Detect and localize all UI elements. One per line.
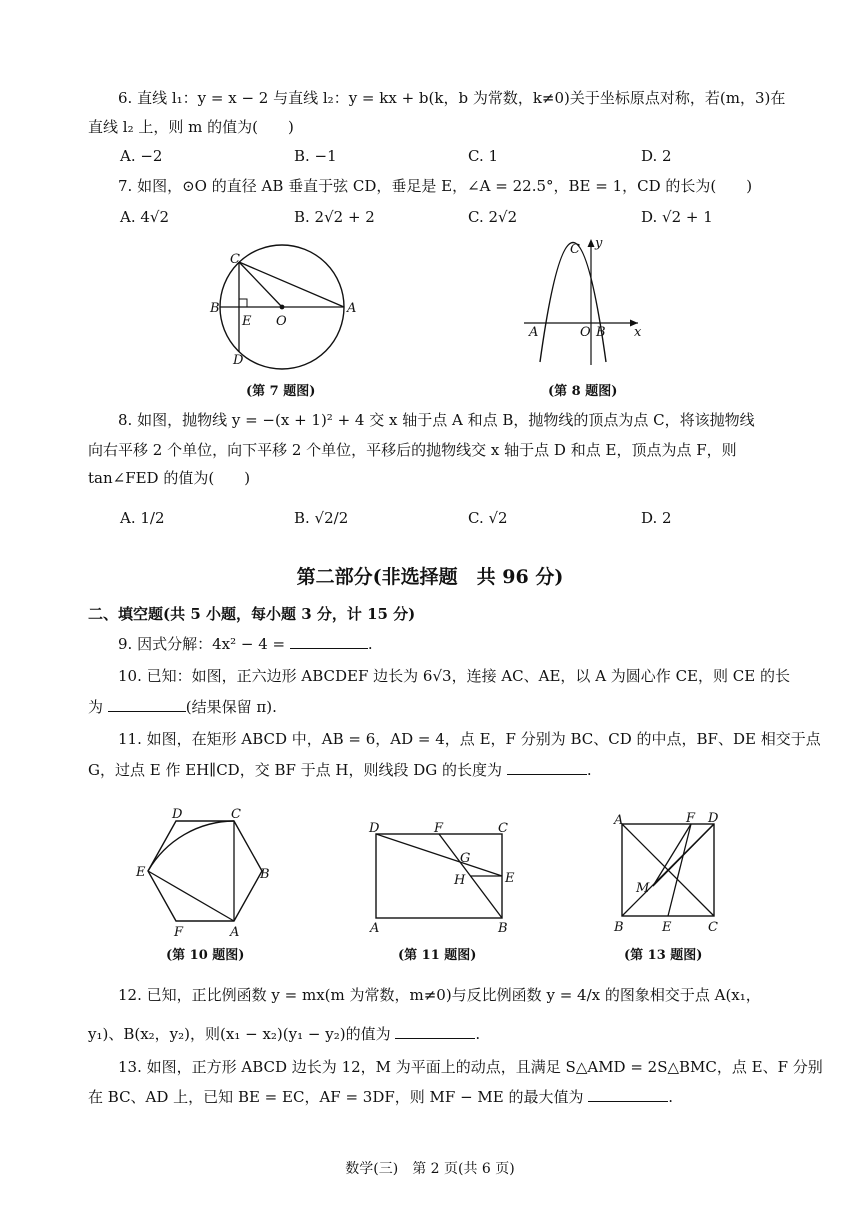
q10-line1: 10. 已知：如图，正六边形 ABCDEF 边长为 6√3，连接 AC、AE，以 A 为圆心作 CE，则 CE 的长: [118, 667, 790, 685]
q7-option-c: C. 2√2: [468, 208, 518, 226]
q12-line2: y₁)、B(x₂，y₂)，则(x₁ − x₂)(y₁ − y₂)的值为: [88, 1025, 391, 1043]
fig11-label-h: H: [454, 873, 466, 888]
figure-10-hexagon: [136, 807, 280, 940]
q11-line2: G，过点 E 作 EH∥CD，交 BF 于点 H，则线段 DG 的长度为: [88, 761, 503, 779]
fig8-label-c: C: [570, 242, 580, 257]
q8-option-a: A. 1/2: [120, 509, 165, 527]
q10-line2b: (结果保留 π).: [185, 698, 277, 716]
q8-line2: 向右平移 2 个单位，向下平移 2 个单位，平移后的抛物线交 x 轴于点 D 和点 E，顶点为点 F，则: [88, 441, 737, 459]
fig10-label-f: F: [174, 925, 184, 940]
fig8-label-o: O: [580, 325, 591, 340]
fig8-label-y: y: [595, 236, 603, 251]
fig10-label-c: C: [231, 807, 241, 822]
figure-8-parabola: [518, 235, 658, 370]
q8-option-b: B. √2/2: [294, 509, 349, 527]
figure-10-caption: (第 10 题图): [166, 948, 245, 963]
figure-13-caption: (第 13 题图): [624, 948, 703, 963]
q9-answer-blank[interactable]: [290, 634, 368, 649]
q9-line: [118, 634, 373, 654]
fig11-label-d: D: [369, 821, 380, 836]
fig7-label-o: O: [276, 314, 287, 329]
q9-text: 9. 因式分解：4x² − 4 =: [118, 635, 286, 653]
q6-option-b: B. −1: [294, 147, 337, 165]
q6-line2: 直线 l₂ 上，则 m 的值为( ): [88, 118, 294, 136]
q8-option-d: D. 2: [641, 509, 672, 527]
part2-title: 第二部分(非选择题 共 96 分): [296, 566, 564, 588]
q11-end: .: [586, 761, 592, 779]
q11-line2-wrap: [88, 760, 592, 780]
fig11-label-e: E: [505, 871, 515, 886]
figure-11-caption: (第 11 题图): [398, 948, 477, 963]
fig13-label-a: A: [614, 813, 624, 828]
figure-7-caption: (第 7 题图): [246, 384, 316, 399]
fig8-label-x: x: [634, 325, 642, 340]
figure-11-rectangle: [366, 822, 526, 937]
q12-answer-blank[interactable]: [395, 1024, 475, 1039]
fig11-label-f: F: [434, 821, 444, 836]
figure-8-caption: (第 8 题图): [548, 384, 618, 399]
fig7-label-b: B: [210, 301, 220, 316]
fig7-label-a: A: [347, 301, 357, 316]
fig11-label-g: G: [460, 851, 471, 866]
q12-end: .: [475, 1025, 481, 1043]
q10-answer-blank[interactable]: [108, 697, 186, 712]
fill-heading: 二、填空题(共 5 小题，每小题 3 分，计 15 分): [88, 605, 416, 623]
figure-7-circle: [200, 245, 370, 375]
fig13-label-e: E: [662, 920, 672, 935]
q13-answer-blank[interactable]: [588, 1087, 668, 1102]
fig7-label-d: D: [233, 353, 244, 368]
q7-line1: 7. 如图，⊙O 的直径 AB 垂直于弦 CD，垂足是 E，∠A = 22.5°，BE = 1，CD 的长为( ): [118, 177, 753, 195]
q6-option-c: C. 1: [468, 147, 499, 165]
q10-line2a: 为: [88, 698, 104, 716]
q6-option-d: D. 2: [641, 147, 672, 165]
q7-option-a: A. 4√2: [120, 208, 170, 226]
q7-option-d: D. √2 + 1: [641, 208, 713, 226]
q13-end: .: [668, 1088, 674, 1106]
q8-line3: tan∠FED 的值为( ): [88, 469, 251, 487]
q6-option-a: A. −2: [120, 147, 163, 165]
figure-13-square: [610, 810, 720, 935]
q13-line1: 13. 如图，正方形 ABCD 边长为 12，M 为平面上的动点，且满足 S△AMD = 2S△BMC，点 E、F 分别: [118, 1058, 823, 1076]
fig10-label-a: A: [230, 925, 240, 940]
q13-line2-wrap: [88, 1087, 673, 1107]
q7-option-b: B. 2√2 + 2: [294, 208, 375, 226]
fig10-label-b: B: [260, 867, 270, 882]
page-footer: 数学(三) 第 2 页(共 6 页): [345, 1161, 515, 1177]
q11-answer-blank[interactable]: [507, 760, 587, 775]
q13-line2: 在 BC、AD 上，已知 BE = EC，AF = 3DF，则 MF − ME 的最大值为: [88, 1088, 584, 1106]
fig11-label-b: B: [498, 921, 508, 936]
q8-line1: 8. 如图，抛物线 y = −(x + 1)² + 4 交 x 轴于点 A 和点 B，抛物线的顶点为点 C，将该抛物线: [118, 411, 755, 429]
fig11-label-a: A: [370, 921, 380, 936]
fig13-label-d: D: [708, 811, 719, 826]
fig13-label-m: M: [636, 881, 650, 896]
q11-line1: 11. 如图，在矩形 ABCD 中，AB = 6，AD = 4，点 E，F 分别为 BC、CD 的中点，BF、DE 相交于点: [118, 730, 821, 748]
q12-line1: 12. 已知，正比例函数 y = mx(m 为常数，m≠0)与反比例函数 y = 4/x 的图象相交于点 A(x₁，: [118, 986, 761, 1004]
fig8-label-b: B: [596, 325, 606, 340]
fig7-label-e: E: [242, 314, 252, 329]
fig7-label-c: C: [230, 252, 240, 267]
fig11-label-c: C: [498, 821, 508, 836]
fig13-label-c: C: [708, 920, 718, 935]
q10-line2: [88, 697, 277, 717]
q9-end: .: [367, 635, 373, 653]
fig8-label-a: A: [529, 325, 539, 340]
q8-option-c: C. √2: [468, 509, 508, 527]
fig10-label-d: D: [172, 807, 183, 822]
fig13-label-b: B: [614, 920, 624, 935]
q12-line2-wrap: [88, 1024, 480, 1044]
fig13-label-f: F: [686, 811, 696, 826]
fig10-label-e: E: [136, 865, 146, 880]
q6-line1: 6. 直线 l₁：y = x − 2 与直线 l₂：y = kx + b(k，b 为常数，k≠0)关于坐标原点对称，若(m，3)在: [118, 89, 786, 107]
